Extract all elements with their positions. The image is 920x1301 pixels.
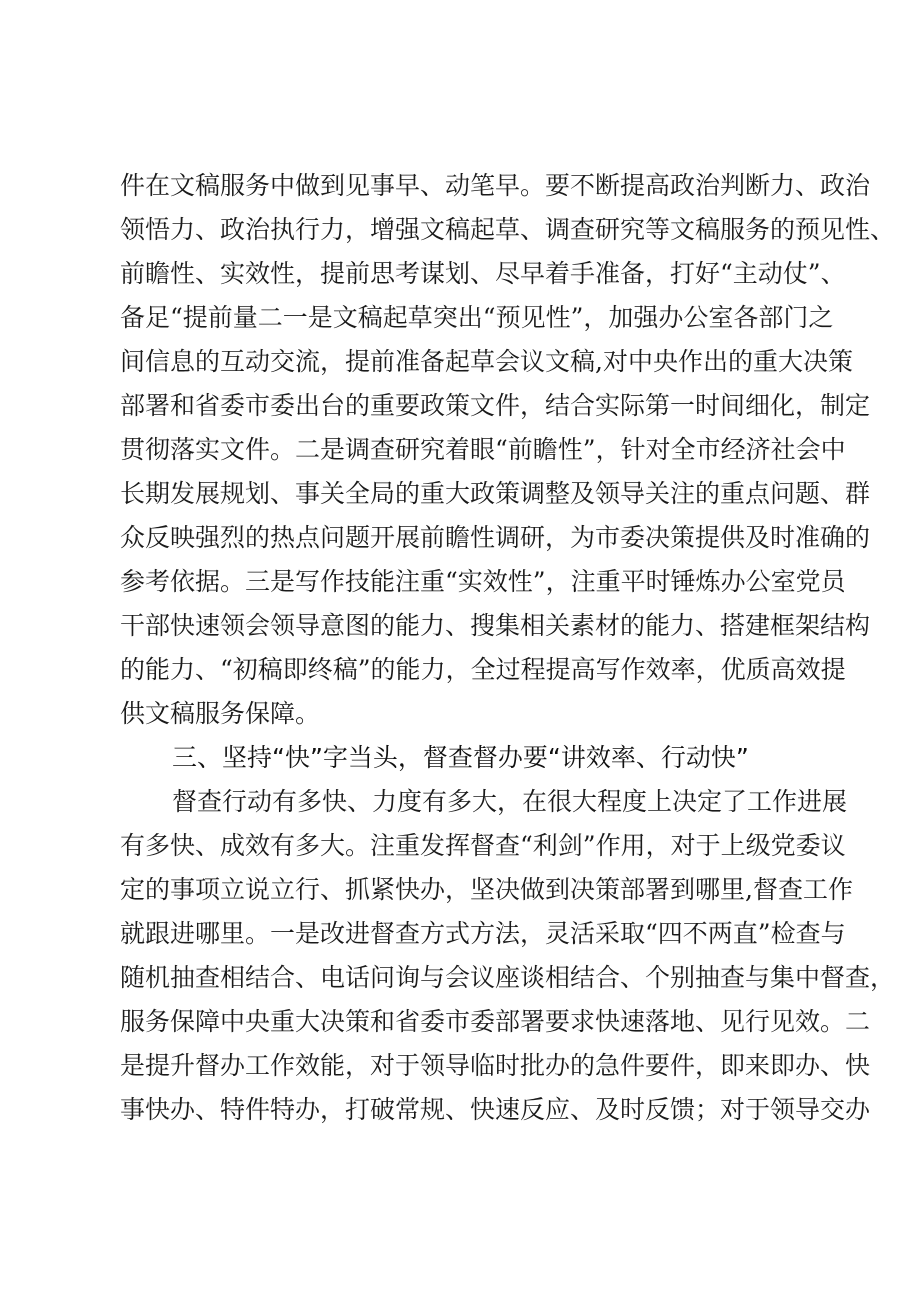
- section-heading: 三、坚持“快”字当头，督查督办要“讲效率、行动快”: [172, 743, 749, 772]
- paragraph-line: 干部快速领会领导意图的能力、搜集相关素材的能力、搭建框架结构: [120, 611, 871, 640]
- paragraph-line: 供文稿服务保障。: [120, 699, 321, 728]
- paragraph-line: 领悟力、政治执行力，增强文稿起草、调查研究等文稿服务的预见性、: [120, 215, 896, 244]
- paragraph-line: 是提升督办工作效能，对于领导临时批办的急件要件，即来即办、快: [120, 1051, 871, 1080]
- paragraph-line: 备足“提前量二一是文稿起草突出“预见性”，加强办公室各部门之: [120, 303, 834, 332]
- paragraph-line: 服务保障中央重大决策和省委市委部署要求快速落地、见行见效。二: [120, 1007, 871, 1036]
- paragraph-line: 件在文稿服务中做到见事早、动笔早。要不断提高政治判断力、政治: [120, 171, 871, 200]
- paragraph-line: 定的事项立说立行、抓紧快办，坚决做到决策部署到哪里,督查工作: [120, 875, 853, 904]
- paragraph-line: 参考依据。三是写作技能注重“实效性”，注重平时锤炼办公室党员: [120, 567, 846, 596]
- paragraph-line: 事快办、特件特办，打破常规、快速反应、及时反馈；对于领导交办: [120, 1095, 871, 1124]
- paragraph-line: 部署和省委市委出台的重要政策文件，结合实际第一时间细化，制定: [120, 391, 871, 420]
- paragraph-line: 长期发展规划、事关全局的重大政策调整及领导关注的重点问题、群: [120, 479, 871, 508]
- paragraph-line: 随机抽查相结合、电话问询与会议座谈相结合、个别抽查与集中督查，: [120, 963, 896, 992]
- paragraph-line: 就跟进哪里。一是改进督查方式方法，灵活采取“四不两直”检查与: [120, 919, 846, 948]
- paragraph-line: 的能力、“初稿即终稿”的能力，全过程提高写作效率，优质高效提: [120, 655, 846, 684]
- paragraph-line: 有多快、成效有多大。注重发挥督查“利剑”作用，对于上级党委议: [120, 831, 846, 860]
- paragraph-line: 前瞻性、实效性，提前思考谋划、尽早着手准备，打好“主动仗”、: [120, 259, 846, 288]
- paragraph-line: 督查行动有多快、力度有多大，在很大程度上决定了工作进展: [172, 787, 848, 816]
- paragraph-line: 间信息的互动交流，提前准备起草会议文稿,对中央作出的重大决策: [120, 347, 853, 376]
- paragraph-line: 众反映强烈的热点问题开展前瞻性调研，为市委决策提供及时准确的: [120, 523, 871, 552]
- paragraph-line: 贯彻落实文件。二是调查研究着眼“前瞻性”，针对全市经济社会中: [120, 435, 846, 464]
